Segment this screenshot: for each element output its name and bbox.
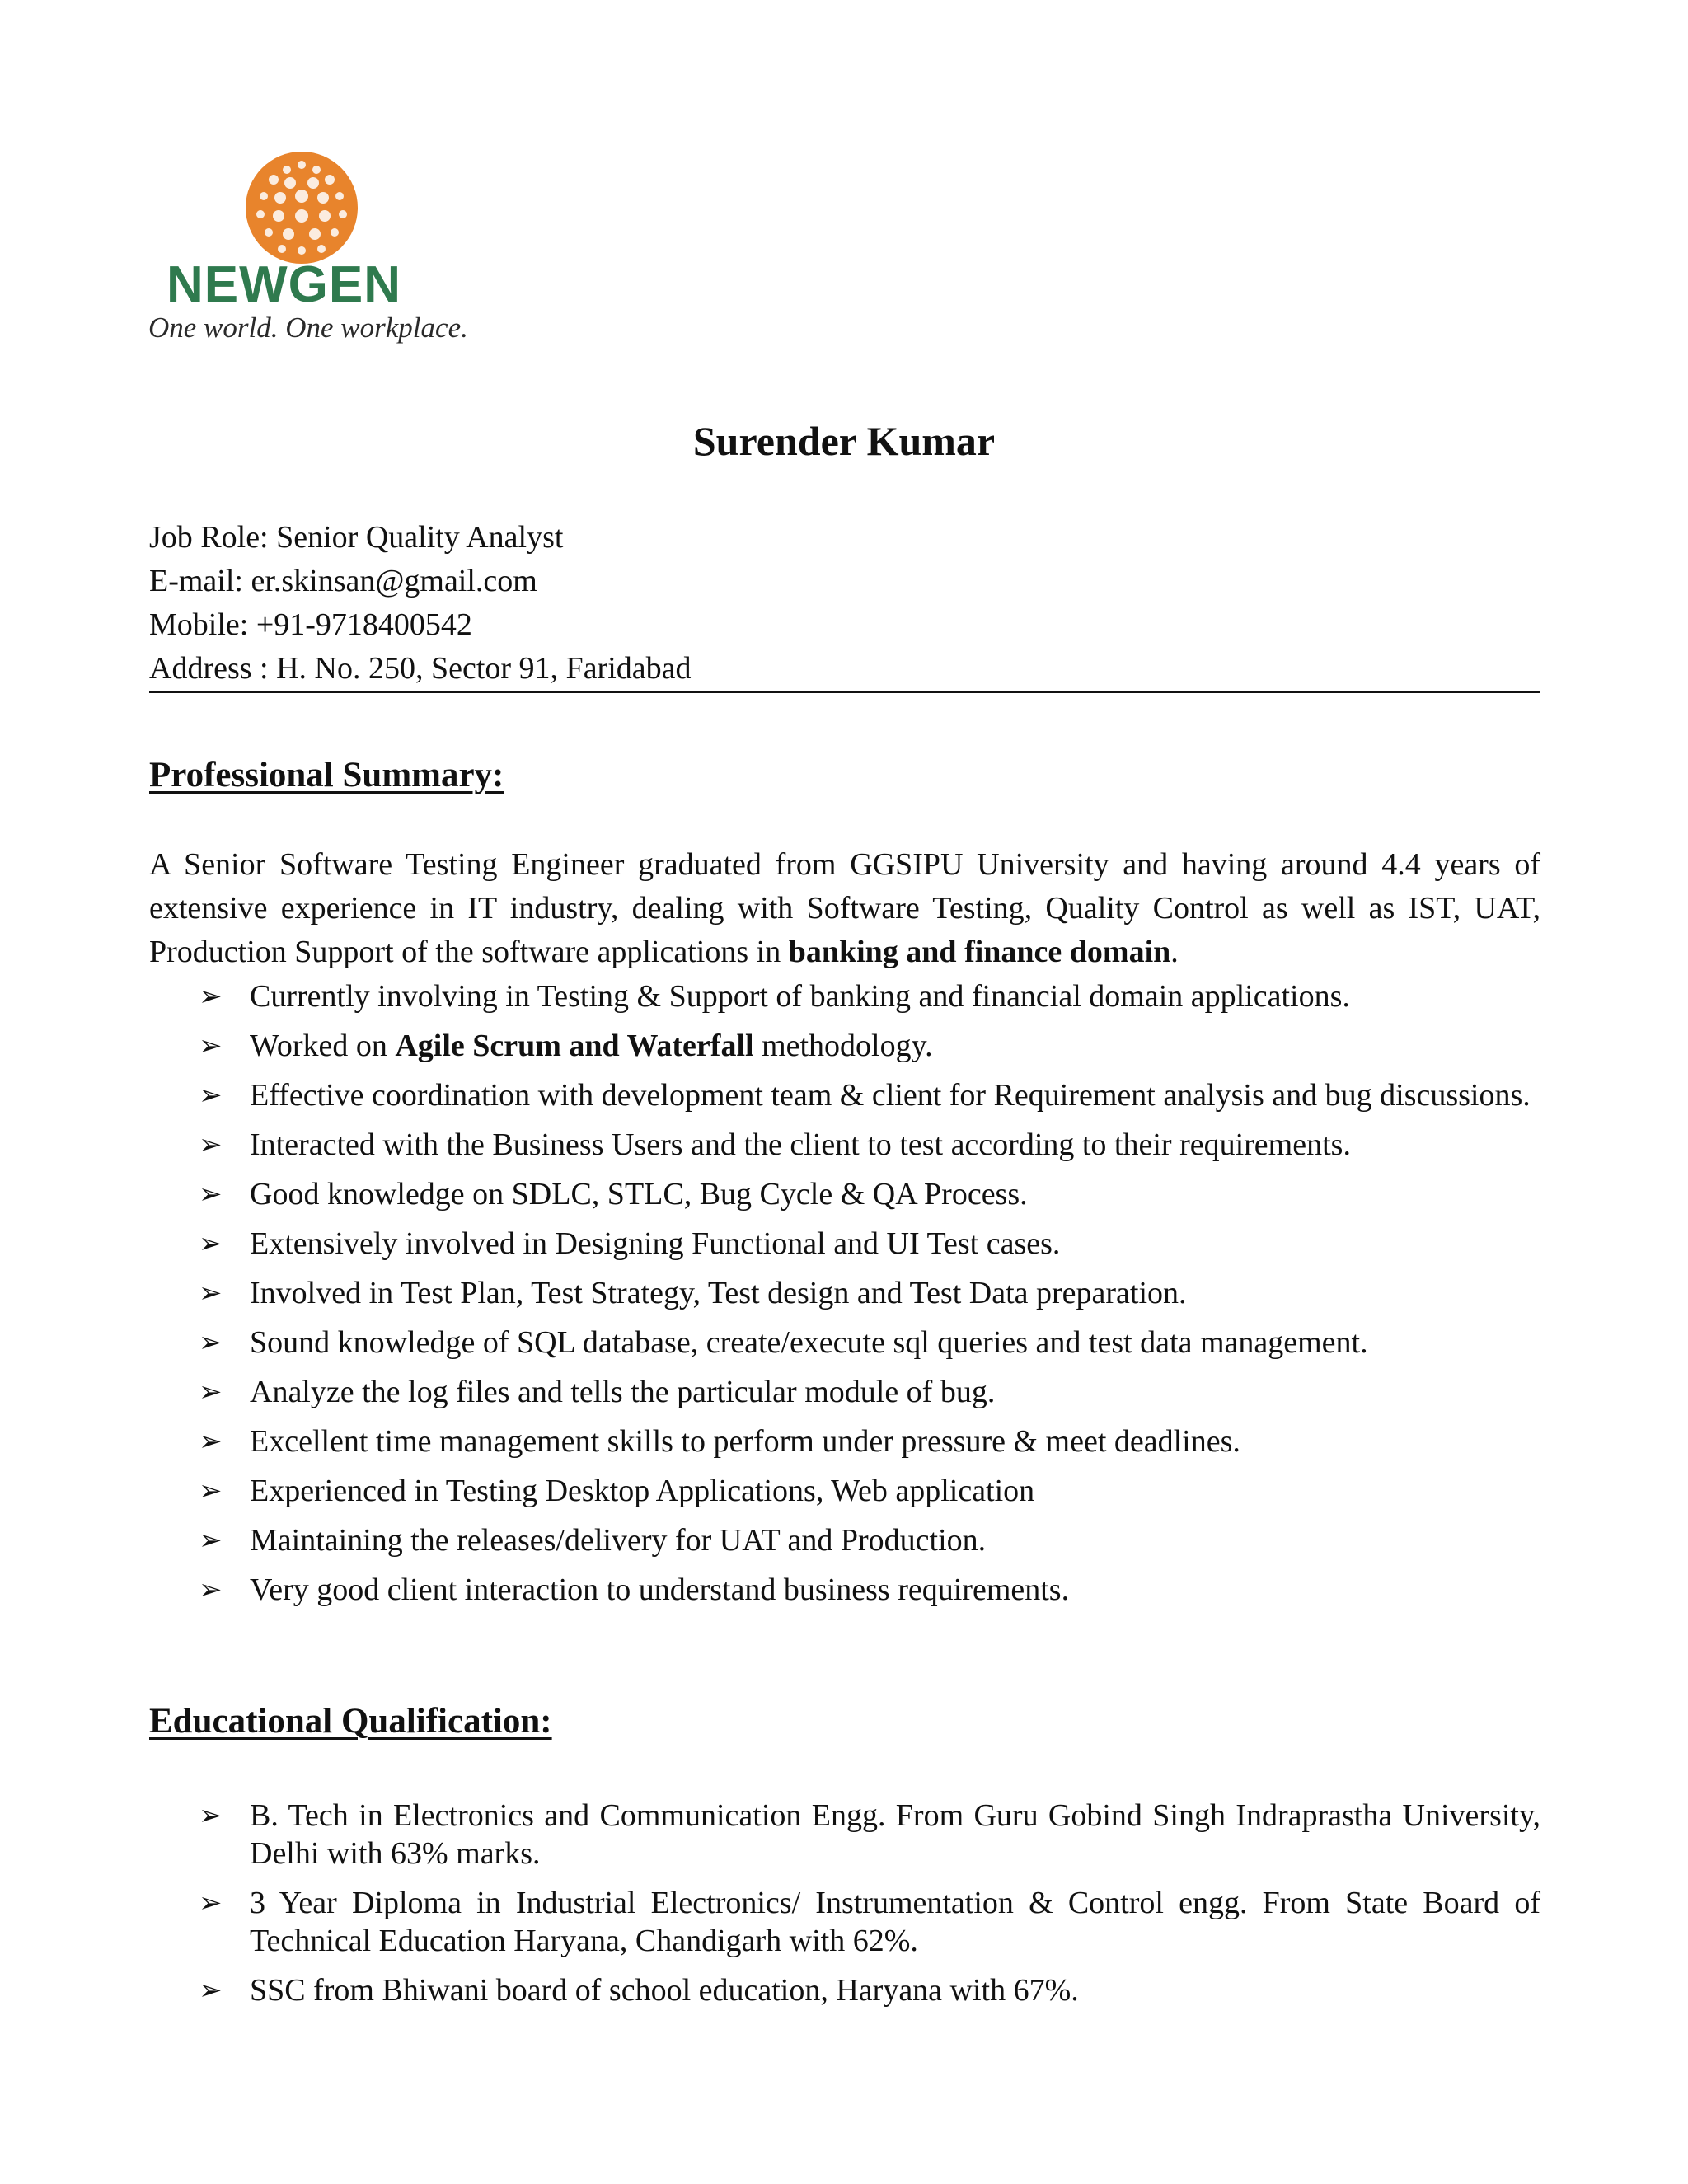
list-item xyxy=(149,1373,1540,1411)
list-item xyxy=(149,1797,1540,1872)
bullet-text: Currently involving in Testing & Support of banking and financial domain applications. xyxy=(250,979,1350,1014)
summary-text: A Senior Software Testing Engineer graduated from GGSIPU University and having around 4.4 years of extensive experience in IT industry, dealing with Software Testing, Quality Control as well as IST, UAT, Production Support of the software applications in xyxy=(149,847,1540,969)
newgen-globe-icon xyxy=(244,150,359,265)
contact-block xyxy=(149,516,1540,691)
job-role: Job Role: Senior Quality Analyst xyxy=(149,520,564,555)
arrow-bullet-icon: ➢ xyxy=(199,1128,223,1161)
arrow-bullet-icon: ➢ xyxy=(199,1277,223,1310)
address: Address : H. No. 250, Sector 91, Faridabad xyxy=(149,651,692,686)
arrow-bullet-icon: ➢ xyxy=(199,1079,223,1112)
arrow-bullet-icon: ➢ xyxy=(199,1524,223,1557)
list-item xyxy=(149,1076,1540,1114)
arrow-bullet-icon: ➢ xyxy=(199,1029,223,1062)
education-bullet-list xyxy=(149,1797,1540,2009)
arrow-bullet-icon: ➢ xyxy=(199,1799,223,1832)
mobile: Mobile: +91-9718400542 xyxy=(149,607,472,642)
bullet-text: Sound knowledge of SQL database, create/execute sql queries and test data management. xyxy=(250,1325,1368,1360)
arrow-bullet-icon: ➢ xyxy=(199,1227,223,1260)
bullet-text-bold: Agile Scrum and Waterfall xyxy=(395,1029,754,1063)
bullet-text: B. Tech in Electronics and Communication Engg. From Guru Gobind Singh Indraprastha University, Delhi with 63% marks. xyxy=(250,1798,1540,1871)
educational-qualification-heading: Educational Qualification: xyxy=(149,1702,552,1741)
bullet-text: Maintaining the releases/delivery for UAT and Production. xyxy=(250,1523,987,1558)
list-item xyxy=(149,1126,1540,1164)
list-item xyxy=(149,1422,1540,1460)
arrow-bullet-icon: ➢ xyxy=(199,1474,223,1507)
candidate-name: Surender Kumar xyxy=(692,418,996,464)
logo-tagline: One world. One workplace. xyxy=(148,312,468,344)
list-item xyxy=(149,1521,1540,1559)
list-item xyxy=(149,1027,1540,1065)
list-item xyxy=(149,1324,1540,1361)
list-item xyxy=(149,1274,1540,1312)
arrow-bullet-icon: ➢ xyxy=(199,980,223,1013)
summary-paragraph xyxy=(149,843,1540,974)
bullet-text: Experienced in Testing Desktop Applications, Web application xyxy=(250,1474,1035,1508)
summary-bullet-list xyxy=(149,977,1540,1609)
bullet-text: Involved in Test Plan, Test Strategy, Test design and Test Data preparation. xyxy=(250,1276,1187,1310)
arrow-bullet-icon: ➢ xyxy=(199,1376,223,1408)
bullet-text: Analyze the log files and tells the particular module of bug. xyxy=(250,1375,996,1409)
summary-period: . xyxy=(1170,935,1179,969)
bullet-text: Extensively involved in Designing Functional and UI Test cases. xyxy=(250,1226,1061,1261)
logo-brand-text: NEWGEN xyxy=(166,256,401,313)
arrow-bullet-icon: ➢ xyxy=(199,1573,223,1606)
list-item xyxy=(149,1571,1540,1609)
company-logo xyxy=(145,150,475,348)
summary-domain-bold: banking and finance domain xyxy=(788,935,1171,969)
bullet-text: Excellent time management skills to perform under pressure & meet deadlines. xyxy=(250,1424,1240,1459)
list-item xyxy=(149,1884,1540,1960)
email: E-mail: er.skinsan@gmail.com xyxy=(149,564,537,598)
bullet-text: 3 Year Diploma in Industrial Electronics/ Instrumentation & Control engg. From State Board of Technical Education Haryana, Chandigarh with 62%. xyxy=(250,1886,1540,1958)
arrow-bullet-icon: ➢ xyxy=(199,1326,223,1359)
bullet-text: Interacted with the Business Users and the client to test according to their requirements. xyxy=(250,1127,1351,1162)
bullet-text: Very good client interaction to understand business requirements. xyxy=(250,1572,1070,1607)
contact-divider xyxy=(149,691,1540,693)
bullet-text: Good knowledge on SDLC, STLC, Bug Cycle & QA Process. xyxy=(250,1177,1028,1212)
arrow-bullet-icon: ➢ xyxy=(199,1886,223,1919)
bullet-text-post: methodology. xyxy=(753,1029,933,1063)
arrow-bullet-icon: ➢ xyxy=(199,1178,223,1211)
list-item xyxy=(149,1971,1540,2009)
bullet-text-pre: Worked on xyxy=(250,1029,396,1063)
list-item xyxy=(149,1472,1540,1510)
professional-summary-heading: Professional Summary: xyxy=(149,756,504,794)
bullet-text: Effective coordination with development team & client for Requirement analysis and bug discussions. xyxy=(250,1078,1531,1113)
arrow-bullet-icon: ➢ xyxy=(199,1425,223,1458)
list-item xyxy=(149,977,1540,1015)
list-item xyxy=(149,1175,1540,1213)
bullet-text: SSC from Bhiwani board of school education, Haryana with 67%. xyxy=(250,1973,1079,2008)
arrow-bullet-icon: ➢ xyxy=(199,1974,223,2007)
list-item xyxy=(149,1225,1540,1263)
